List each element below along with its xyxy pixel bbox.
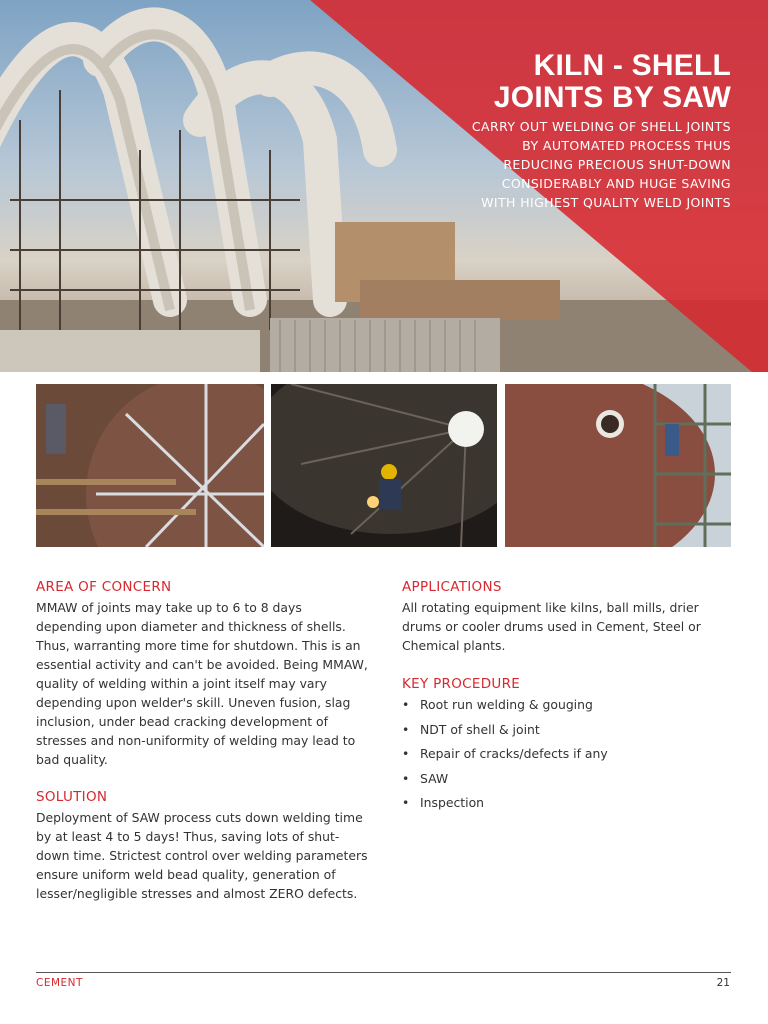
- subtitle-line: REDUCING PRECIOUS SHUT-DOWN: [503, 157, 731, 172]
- bullet: •: [402, 697, 410, 712]
- subtitle-line: CONSIDERABLY AND HUGE SAVING: [501, 176, 731, 191]
- hero-subtitle: [431, 117, 731, 212]
- area-of-concern-heading: AREA OF CONCERN: [36, 579, 172, 595]
- solution-text: Deployment of SAW process cuts down welding time by at least 4 to 5 days! Thus, saving lots of shut-down time. Strictest control over welding parameters ensure uniform weld bead quality, generation of lesser/negligible stresses and almost ZERO defects.: [36, 810, 368, 901]
- key-procedure-list: [402, 695, 732, 818]
- page-number: 21: [716, 977, 730, 989]
- list-item-text: Root run welding & gouging: [420, 697, 593, 712]
- photo-shell-exterior: [505, 384, 731, 547]
- bullet: •: [402, 770, 410, 786]
- applications-heading: APPLICATIONS: [402, 579, 502, 595]
- list-item: [402, 793, 732, 818]
- photo-internal-welding: [271, 384, 497, 547]
- title-line-2: JOINTS BY SAW: [493, 81, 731, 114]
- applications-text: All rotating equipment like kilns, ball mills, drier drums or cooler drums used in Cement, Steel or Chemical plants.: [402, 600, 701, 653]
- key-procedure-heading: KEY PROCEDURE: [402, 676, 521, 692]
- bullet: •: [402, 721, 410, 737]
- list-item-text: NDT of shell & joint: [420, 721, 540, 737]
- list-item: [402, 720, 732, 745]
- footer-divider: [36, 972, 731, 973]
- footer-section-label: CEMENT: [36, 977, 83, 989]
- subtitle-line: BY AUTOMATED PROCESS THUS: [522, 138, 731, 153]
- subtitle-line: CARRY OUT WELDING OF SHELL JOINTS: [471, 119, 731, 134]
- title-line-1: KILN - SHELL: [533, 49, 731, 82]
- hero-banner: [0, 0, 768, 372]
- list-item-text: Repair of cracks/defects if any: [420, 746, 608, 761]
- list-item: [402, 695, 732, 720]
- list-item-text: Inspection: [420, 795, 484, 810]
- list-item: [402, 744, 732, 769]
- subtitle-line: WITH HIGHEST QUALITY WELD JOINTS: [481, 195, 731, 210]
- bullet: •: [402, 795, 410, 810]
- photo-shell-scaffold: [36, 384, 264, 547]
- bullet: •: [402, 746, 410, 761]
- page-title: [391, 50, 731, 114]
- area-of-concern-text: MMAW of joints may take up to 6 to 8 days depending upon diameter and thickness of shells. Thus, warranting more time for shutdown. This is an essential activity and can't be avoided. Being MMAW, quality of welding within a joint itself may vary depending upon welder's skill. Uneven fusion, slag inclusion, under bead cracking development of stresses and non-uniformity of welding may lead to bad quality.: [36, 600, 368, 767]
- list-item-text: SAW: [420, 770, 449, 786]
- list-item: [402, 769, 732, 794]
- solution-heading: SOLUTION: [36, 789, 108, 805]
